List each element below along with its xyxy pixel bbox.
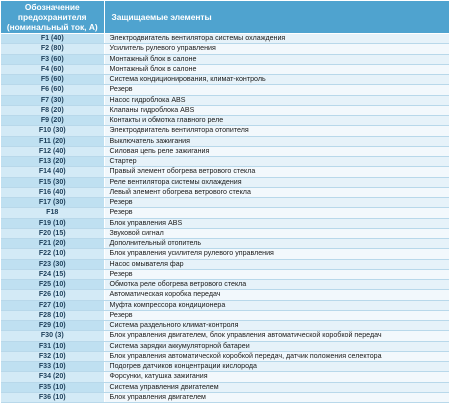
- fuse-cell: F20 (15): [1, 228, 104, 238]
- protected-element-cell: Резерв: [104, 85, 449, 95]
- fuse-cell: F28 (10): [1, 310, 104, 320]
- protected-element-cell: Резерв: [104, 269, 449, 279]
- fuse-cell: F23 (30): [1, 259, 104, 269]
- fuse-cell: F7 (30): [1, 95, 104, 105]
- protected-element-cell: Электродвигатель вентилятора системы охлаждения: [104, 34, 449, 44]
- protected-element-cell: Резерв: [104, 198, 449, 208]
- table-row: [1, 259, 449, 269]
- protected-element-cell: Монтажный блок в салоне: [104, 64, 449, 74]
- protected-element-cell: Обмотка реле обогрева ветрового стекла: [104, 280, 449, 290]
- fuse-cell: F13 (20): [1, 157, 104, 167]
- fuse-cell: F19 (10): [1, 218, 104, 228]
- fuse-cell: F12 (40): [1, 146, 104, 156]
- table-row: [1, 280, 449, 290]
- fuse-cell: F16 (40): [1, 187, 104, 197]
- fuse-table: [1, 1, 450, 403]
- protected-element-cell: Дополнительный отопитель: [104, 239, 449, 249]
- fuse-cell: F14 (40): [1, 167, 104, 177]
- fuse-cell: F36 (10): [1, 392, 104, 402]
- protected-element-cell: Муфта компрессора кондиционера: [104, 300, 449, 310]
- table-row: [1, 300, 449, 310]
- table-row: [1, 290, 449, 300]
- table-row: [1, 85, 449, 95]
- fuse-cell: F33 (10): [1, 362, 104, 372]
- table-row: [1, 167, 449, 177]
- table-row: [1, 126, 449, 136]
- fuse-cell: F3 (60): [1, 54, 104, 64]
- table-row: [1, 208, 449, 218]
- fuse-cell: F27 (10): [1, 300, 104, 310]
- protected-element-cell: Автоматическая коробка передач: [104, 290, 449, 300]
- table-row: [1, 54, 449, 64]
- protected-element-cell: Звуковой сигнал: [104, 228, 449, 238]
- fuse-cell: F29 (10): [1, 321, 104, 331]
- header-fuse-line: предохранителя: [17, 12, 87, 22]
- protected-element-cell: Клапаны гидроблока ABS: [104, 105, 449, 115]
- table-row: [1, 198, 449, 208]
- protected-element-cell: Электродвигатель вентилятора отопителя: [104, 126, 449, 136]
- header-fuse-line: (номинальный ток, А): [6, 22, 98, 32]
- fuse-cell: F2 (80): [1, 44, 104, 54]
- protected-element-cell: Резерв: [104, 208, 449, 218]
- table-row: [1, 75, 449, 85]
- protected-element-cell: Усилитель рулевого управления: [104, 44, 449, 54]
- protected-element-cell: Система раздельного климат-контроля: [104, 321, 449, 331]
- fuse-cell: F11 (20): [1, 136, 104, 146]
- protected-element-cell: Стартер: [104, 157, 449, 167]
- fuse-cell: F17 (30): [1, 198, 104, 208]
- table-row: [1, 382, 449, 392]
- table-row: [1, 341, 449, 351]
- fuse-cell: F25 (10): [1, 280, 104, 290]
- table-row: [1, 146, 449, 156]
- table-row: [1, 310, 449, 320]
- protected-element-cell: Система кондиционирования, климат-контроль: [104, 75, 449, 85]
- table-row: [1, 239, 449, 249]
- fuse-cell: F18: [1, 208, 104, 218]
- fuse-cell: F24 (15): [1, 269, 104, 279]
- table-row: [1, 136, 449, 146]
- table-row: [1, 218, 449, 228]
- table-row: [1, 362, 449, 372]
- fuse-cell: F1 (40): [1, 34, 104, 44]
- table-row: [1, 44, 449, 54]
- protected-element-cell: Насос омывателя фар: [104, 259, 449, 269]
- fuse-cell: F6 (60): [1, 85, 104, 95]
- protected-element-cell: Блок управления двигателем: [104, 392, 449, 402]
- fuse-cell: F22 (10): [1, 249, 104, 259]
- table-row: [1, 321, 449, 331]
- header-fuse-line: Обозначение: [24, 2, 80, 12]
- protected-element-cell: Подогрев датчиков концентрации кислорода: [104, 362, 449, 372]
- header-protected-elements: Защищаемые элементы: [104, 1, 449, 34]
- table-row: [1, 157, 449, 167]
- table-row: [1, 249, 449, 259]
- protected-element-cell: Форсунки, катушка зажигания: [104, 372, 449, 382]
- protected-element-cell: Блок управления ABS: [104, 218, 449, 228]
- table-row: [1, 177, 449, 187]
- table-row: [1, 269, 449, 279]
- table-row: [1, 105, 449, 115]
- protected-element-cell: Система управления двигателем: [104, 382, 449, 392]
- fuse-cell: F15 (30): [1, 177, 104, 187]
- table-row: [1, 95, 449, 105]
- table-row: [1, 187, 449, 197]
- protected-element-cell: Блок управления двигателем, блок управления автоматической коробкой передач: [104, 331, 449, 341]
- table-row: [1, 228, 449, 238]
- protected-element-cell: Насос гидроблока ABS: [104, 95, 449, 105]
- header-fuse-designation: [1, 1, 104, 34]
- fuse-cell: F8 (20): [1, 105, 104, 115]
- table-row: [1, 116, 449, 126]
- protected-element-cell: Правый элемент обогрева ветрового стекла: [104, 167, 449, 177]
- fuse-cell: F35 (10): [1, 382, 104, 392]
- fuse-cell: F34 (20): [1, 372, 104, 382]
- table-row: [1, 372, 449, 382]
- protected-element-cell: Силовая цепь реле зажигания: [104, 146, 449, 156]
- protected-element-cell: Выключатель зажигания: [104, 136, 449, 146]
- fuse-cell: F31 (10): [1, 341, 104, 351]
- fuse-cell: F4 (60): [1, 64, 104, 74]
- fuse-cell: F9 (20): [1, 116, 104, 126]
- table-row: [1, 34, 449, 44]
- protected-element-cell: Резерв: [104, 310, 449, 320]
- fuse-cell: F30 (3): [1, 331, 104, 341]
- protected-element-cell: Реле вентилятора системы охлаждения: [104, 177, 449, 187]
- fuse-cell: F21 (20): [1, 239, 104, 249]
- protected-element-cell: Монтажный блок в салоне: [104, 54, 449, 64]
- fuse-cell: F26 (10): [1, 290, 104, 300]
- fuse-cell: F10 (30): [1, 126, 104, 136]
- protected-element-cell: Система зарядки аккумуляторной батареи: [104, 341, 449, 351]
- protected-element-cell: Блок управления автоматической коробкой передач, датчик положения селектора: [104, 351, 449, 361]
- table-header-row: [1, 1, 449, 34]
- protected-element-cell: Блок управления усилителя рулевого управления: [104, 249, 449, 259]
- protected-element-cell: Контакты и обмотка главного реле: [104, 116, 449, 126]
- fuse-cell: F5 (60): [1, 75, 104, 85]
- table-row: [1, 64, 449, 74]
- table-body: [1, 34, 449, 403]
- fuse-cell: F32 (10): [1, 351, 104, 361]
- table-row: [1, 331, 449, 341]
- table-row: [1, 351, 449, 361]
- protected-element-cell: Левый элемент обогрева ветрового стекла: [104, 187, 449, 197]
